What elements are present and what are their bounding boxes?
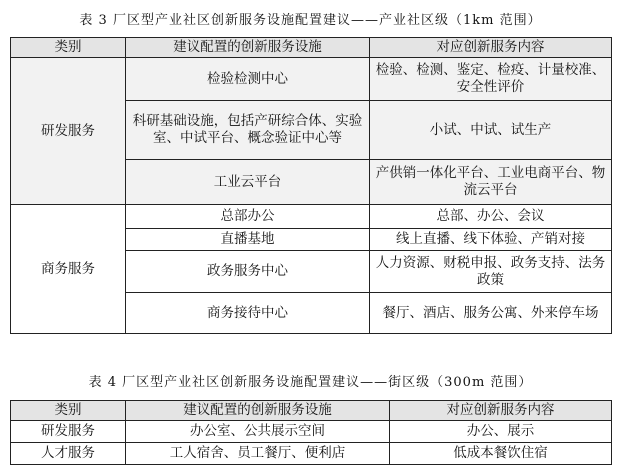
table4-title: 表 4 厂区型产业社区创新服务设施配置建议——街区级（300m 范围） (88, 375, 533, 390)
table3-title: 表 3 厂区型产业社区创新服务设施配置建议——产业社区级（1km 范围） (79, 13, 542, 28)
table4-facility-cell: 办公室、公共展示空间 (126, 421, 390, 443)
table3-facility-cell: 检验检测中心 (126, 58, 370, 101)
table3-services-cell: 线上直播、线下体验、产销对接 (370, 229, 612, 251)
table-row (11, 205, 612, 229)
table-row (11, 421, 612, 443)
table3-header-category: 类别 (11, 38, 126, 58)
table3-services-cell: 总部、办公、会议 (370, 205, 612, 229)
table3-services-cell: 小试、中试、试生产 (370, 101, 612, 160)
table3-category-cell: 商务服务 (11, 205, 126, 334)
table-row (11, 58, 612, 101)
table3-header-row (11, 38, 612, 58)
table4 (10, 400, 612, 465)
table4-category-cell: 人才服务 (11, 443, 126, 465)
table4-header-row (11, 401, 612, 421)
table3-header-facility: 建议配置的创新服务设施 (126, 38, 370, 58)
table3 (10, 37, 612, 334)
table3-facility-cell: 商务接待中心 (126, 293, 370, 334)
table4-header-facility: 建议配置的创新服务设施 (126, 401, 390, 421)
table3-facility-cell: 总部办公 (126, 205, 370, 229)
table3-facility-cell: 科研基础设施，包括产研综合体、实验室、中试平台、概念验证中心等 (126, 101, 370, 160)
table4-category-cell: 研发服务 (11, 421, 126, 443)
table4-header-services: 对应创新服务内容 (390, 401, 612, 421)
table3-facility-cell: 直播基地 (126, 229, 370, 251)
table4-facility-cell: 工人宿舍、员工餐厅、便利店 (126, 443, 390, 465)
table3-services-cell: 产供销一体化平台、工业电商平台、物流云平台 (370, 160, 612, 205)
table4-services-cell: 低成本餐饮住宿 (390, 443, 612, 465)
table4-services-cell: 办公、展示 (390, 421, 612, 443)
table3-services-cell: 餐厅、酒店、服务公寓、外来停车场 (370, 293, 612, 334)
table4-header-category: 类别 (11, 401, 126, 421)
table3-facility-cell: 政务服务中心 (126, 251, 370, 293)
table3-facility-cell: 工业云平台 (126, 160, 370, 205)
table3-services-cell: 人力资源、财税申报、政务支持、法务政策 (370, 251, 612, 293)
table3-header-services: 对应创新服务内容 (370, 38, 612, 58)
table3-services-cell: 检验、检测、鉴定、检疫、计量校准、安全性评价 (370, 58, 612, 101)
table-row (11, 443, 612, 465)
table3-category-cell: 研发服务 (11, 58, 126, 205)
